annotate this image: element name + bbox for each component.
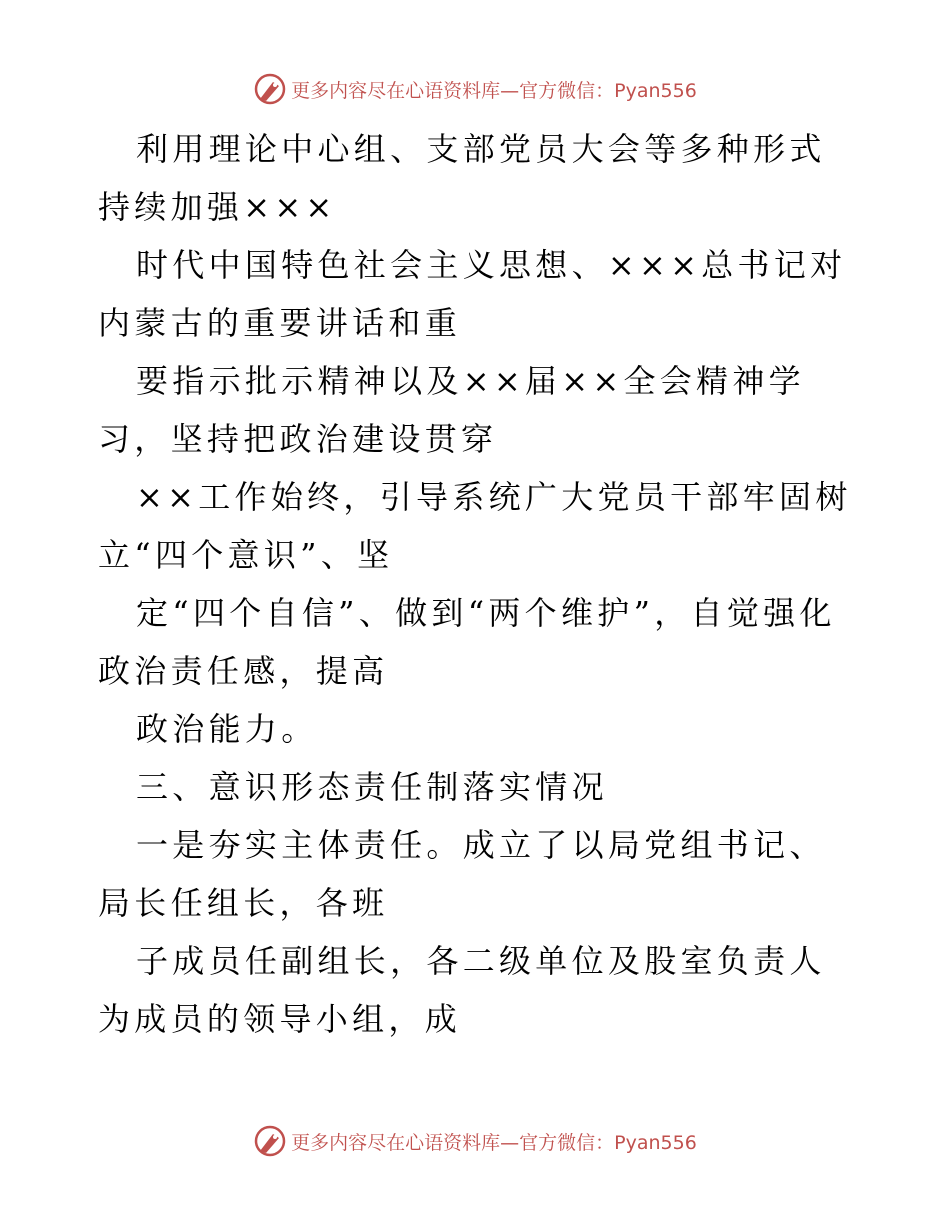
pen-nib-logo-icon (253, 72, 287, 106)
watermark-text: 更多内容尽在心语资料库—官方微信：Pyan556 (291, 79, 697, 102)
watermark-text: 更多内容尽在心语资料库—官方微信：Pyan556 (291, 1131, 697, 1154)
footer-watermark (0, 1124, 950, 1158)
pen-nib-logo-icon (253, 1124, 287, 1158)
paragraph-4: ××工作始终，引导系统广大党员干部牢固树立“四个意识”、坚 (98, 478, 852, 574)
paragraph-9: 子成员任副组长，各二级单位及股室负责人为成员的领导小组，成 (98, 942, 826, 1038)
section-heading: 三、意识形态责任制落实情况 (136, 768, 608, 806)
paragraph-5: 定“四个自信”、做到“两个维护”，自觉强化政治责任感，提高 (98, 594, 836, 690)
paragraph-6: 政治能力。 (136, 710, 318, 748)
paragraph-3: 要指示批示精神以及××届××全会精神学习，坚持把政治建设贯穿 (98, 362, 805, 458)
paragraph-2: 时代中国特色社会主义思想、×××总书记对内蒙古的重要讲话和重 (98, 246, 847, 342)
document-body (98, 120, 858, 1048)
paragraph-1: 利用理论中心组、支部党员大会等多种形式持续加强××× (98, 130, 826, 226)
paragraph-8: 一是夯实主体责任。成立了以局党组书记、局长任组长，各班 (98, 826, 826, 922)
header-watermark (0, 72, 950, 106)
